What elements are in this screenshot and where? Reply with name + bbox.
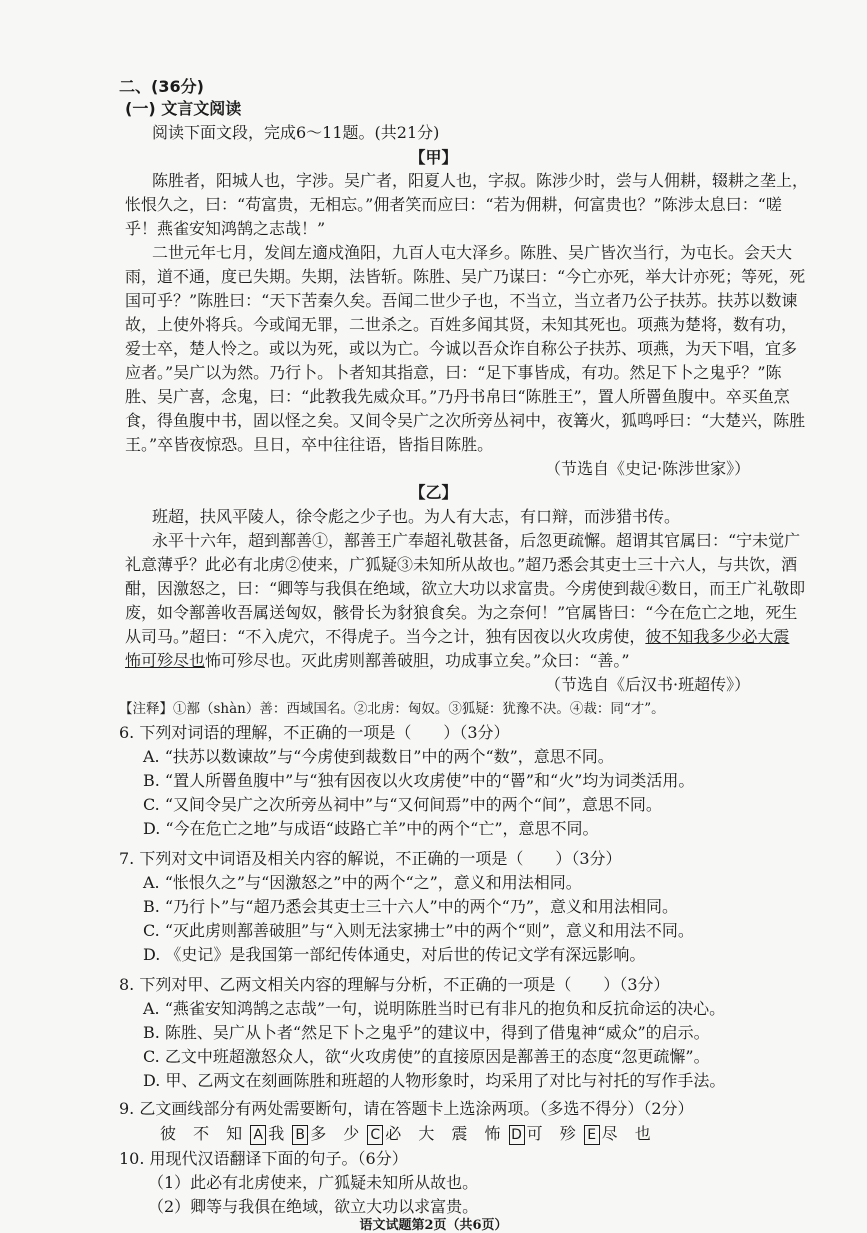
question-10-item-2: （2）卿等与我俱在绝域，欲立大功以求富贵。: [148, 1197, 479, 1216]
yi-source: （节选自《后汉书·班超传》）: [545, 675, 751, 694]
question-7-option-b: B. “乃行卜”与“超乃悉会其吏士三十六人”中的两个“乃”，意义和用法相同。: [143, 897, 679, 916]
jia-line: 王。”卒皆夜惊恐。旦日，卒中往往语，皆指目陈胜。: [125, 435, 494, 454]
question-6-option-d: D. “今在危亡之地”与成语“歧路亡羊”中的两个“亡”，意思不同。: [143, 819, 599, 838]
question-6-stem: 6. 下列对词语的理解，不正确的一项是（ ）（3分）: [119, 723, 510, 742]
jia-line: 雨，道不通，度已失期。失期，法皆斩。陈胜、吴广乃谋曰：“今亡亦死，举大计亦死；等死，死: [125, 267, 806, 286]
sentence-segment: 必 大 震 怖: [385, 1124, 507, 1143]
question-10-stem: 10. 用现代汉语翻译下面的句子。（6分）: [119, 1149, 408, 1168]
jia-line: 爱士卒，楚人怜之。或以为死，或以为亡。今诚以吾众诈自称公子扶苏、项燕，为天下唱，宜多: [125, 339, 798, 358]
jia-line: 二世元年七月，发闾左適戍渔阳，九百人屯大泽乡。陈胜、吴广皆次当行，为屯长。会天大: [152, 243, 793, 262]
yi-line: 永平十六年，超到鄯善①，鄯善王广奉超礼敬甚备，后忽更疏懈。超谓其官属曰：“宁未觉广: [152, 531, 801, 550]
jia-source: （节选自《史记·陈涉世家》）: [545, 459, 751, 478]
question-8-stem: 8. 下列对甲、乙两文相关内容的理解与分析，不正确的一项是（ ）（3分）: [119, 975, 670, 994]
break-option-a[interactable]: A: [250, 1125, 266, 1145]
jia-line: 乎！燕雀安知鸿鹄之志哉！”: [125, 219, 326, 238]
sentence-segment: 尽 也: [601, 1124, 657, 1143]
annotation-note: 【注释】①鄯（shàn）善：西域国名。②北虏：匈奴。③狐疑：犹豫不决。④裁：同“才”。: [119, 701, 665, 717]
underlined-sentence-end: 怖可殄尽也: [125, 651, 206, 670]
question-6-option-a: A. “扶苏以数谏故”与“今虏使到裁数日”中的两个“数”，意思不同。: [143, 747, 614, 766]
yi-line: 班超，扶风平陵人，徐令彪之少子也。为人有大志，有口辩，而涉猎书传。: [152, 507, 681, 526]
sentence-segment: 可 殄: [526, 1124, 582, 1143]
jia-line: 应者。”吴广以为然。乃行卜。卜者知其指意，曰：“足下事皆成，有功。然足下卜之鬼乎？”陈: [125, 363, 782, 382]
yi-line: [125, 626, 789, 648]
yi-line: [125, 650, 630, 672]
question-6-option-c: C. “又间令吴广之次所旁丛祠中”与“又何间焉”中的两个“间”，意思不同。: [143, 795, 662, 814]
jia-line: 故，上使外将兵。今或闻无罪，二世杀之。百姓多闻其贤，未知其死也。项燕为楚将，数有功，: [125, 315, 798, 334]
question-8-option-b: B. 陈胜、吴广从卜者“然足下卜之鬼乎”的建议中，得到了借鬼神“威众”的启示。: [143, 1023, 710, 1042]
question-8-option-d: D. 甲、乙两文在刻画陈胜和班超的人物形象时，均采用了对比与衬托的写作手法。: [143, 1071, 726, 1090]
jia-line: 怅恨久之，曰：“苟富贵，无相忘。”佣者笑而应曰：“若为佣耕，何富贵也？”陈涉太息曰：“嗟: [125, 195, 782, 214]
question-7-option-a: A. “怅恨久之”与“因激怒之”中的两个“之”，意义和用法相同。: [143, 873, 582, 892]
sentence-segment: 多 少: [310, 1124, 366, 1143]
question-7-stem: 7. 下列对文中词语及相关内容的解说，不正确的一项是（ ）（3分）: [119, 849, 622, 868]
sentence-segment: 我: [268, 1124, 291, 1143]
sentence-segment: 彼 不 知: [160, 1124, 249, 1143]
jia-line: 国可乎？”陈胜曰：“天下苦秦久矣。吾闻二世少子也，不当立，当立者乃公子扶苏。扶苏以数谏: [125, 291, 798, 310]
yi-line: 酣，因激怒之，曰：“卿等与我俱在绝域，欲立大功以求富贵。今虏使到裁④数日，而王广礼敬即: [125, 579, 806, 598]
break-option-e[interactable]: E: [584, 1125, 600, 1145]
question-7-option-d: D. 《史记》是我国第一部纪传体通史，对后世的传记文学有深远影响。: [143, 945, 646, 964]
jia-line: 陈胜者，阳城人也，字涉。吴广者，阳夏人也，字叔。陈涉少时，尝与人佣耕，辍耕之垄上，: [152, 171, 809, 190]
break-option-d[interactable]: D: [509, 1125, 525, 1145]
break-option-c[interactable]: C: [367, 1125, 383, 1145]
yi-line-text: 怖可殄尽也。灭此虏则鄯善破胆，功成事立矣。”众曰：“善。”: [205, 651, 630, 670]
underlined-sentence: 彼不知我多少必大震: [645, 627, 790, 646]
question-6-option-b: B. “置人所罾鱼腹中”与“独有因夜以火攻虏使”中的“罾”和“火”均为词类活用。: [143, 771, 695, 790]
instruction: 阅读下面文段，完成6～11题。(共21分): [152, 123, 440, 142]
break-option-b[interactable]: B: [292, 1125, 308, 1145]
jia-line: 食，得鱼腹中书，固以怪之矣。又间令吴广之次所旁丛祠中，夜篝火，狐鸣呼曰：“大楚兴，陈胜: [125, 411, 806, 430]
question-8-option-c: C. 乙文中班超激怒众人，欲“火攻虏使”的直接原因是鄯善王的态度“忽更疏懈”。: [143, 1047, 710, 1066]
passage-jia-label: 【甲】: [409, 148, 458, 167]
section-subheading: (一) 文言文阅读: [125, 99, 242, 118]
question-9-stem: 9. 乙文画线部分有两处需要断句，请在答题卡上选涂两项。（多选不得分）（2分）: [119, 1099, 694, 1118]
question-7-option-c: C. “灭此虏则鄯善破胆”与“入则无法家拂士”中的两个“则”，意义和用法不同。: [143, 921, 694, 940]
yi-line: 礼意薄乎？此必有北虏②使来，广狐疑③未知所从故也。”超乃悉会其吏士三十六人，与共饮，酒: [125, 555, 798, 574]
passage-yi-label: 【乙】: [409, 483, 458, 502]
yi-line-text: 从司马。”超曰：“不入虎穴，不得虎子。当今之计，独有因夜以火攻虏使，: [125, 627, 646, 646]
question-8-option-a: A. “燕雀安知鸿鹄之志哉”一句，说明陈胜当时已有非凡的抱负和反抗命运的决心。: [143, 999, 726, 1018]
page-footer: 语文试题第2页（共6页）: [359, 1218, 508, 1233]
yi-line: 废，如令鄯善收吾属送匈奴，骸骨长为豺狼食矣。为之奈何！”官属皆曰：“今在危亡之地，死生: [125, 603, 798, 622]
section-heading: 二、(36分): [119, 77, 204, 96]
question-10-item-1: （1）此必有北虏使来，广狐疑未知所从故也。: [148, 1173, 479, 1192]
question-9-sentence: [160, 1123, 657, 1145]
jia-line: 胜、吴广喜，念鬼，曰：“此教我先威众耳。”乃丹书帛曰“陈胜王”，置人所罾鱼腹中。卒买鱼烹: [125, 387, 790, 406]
